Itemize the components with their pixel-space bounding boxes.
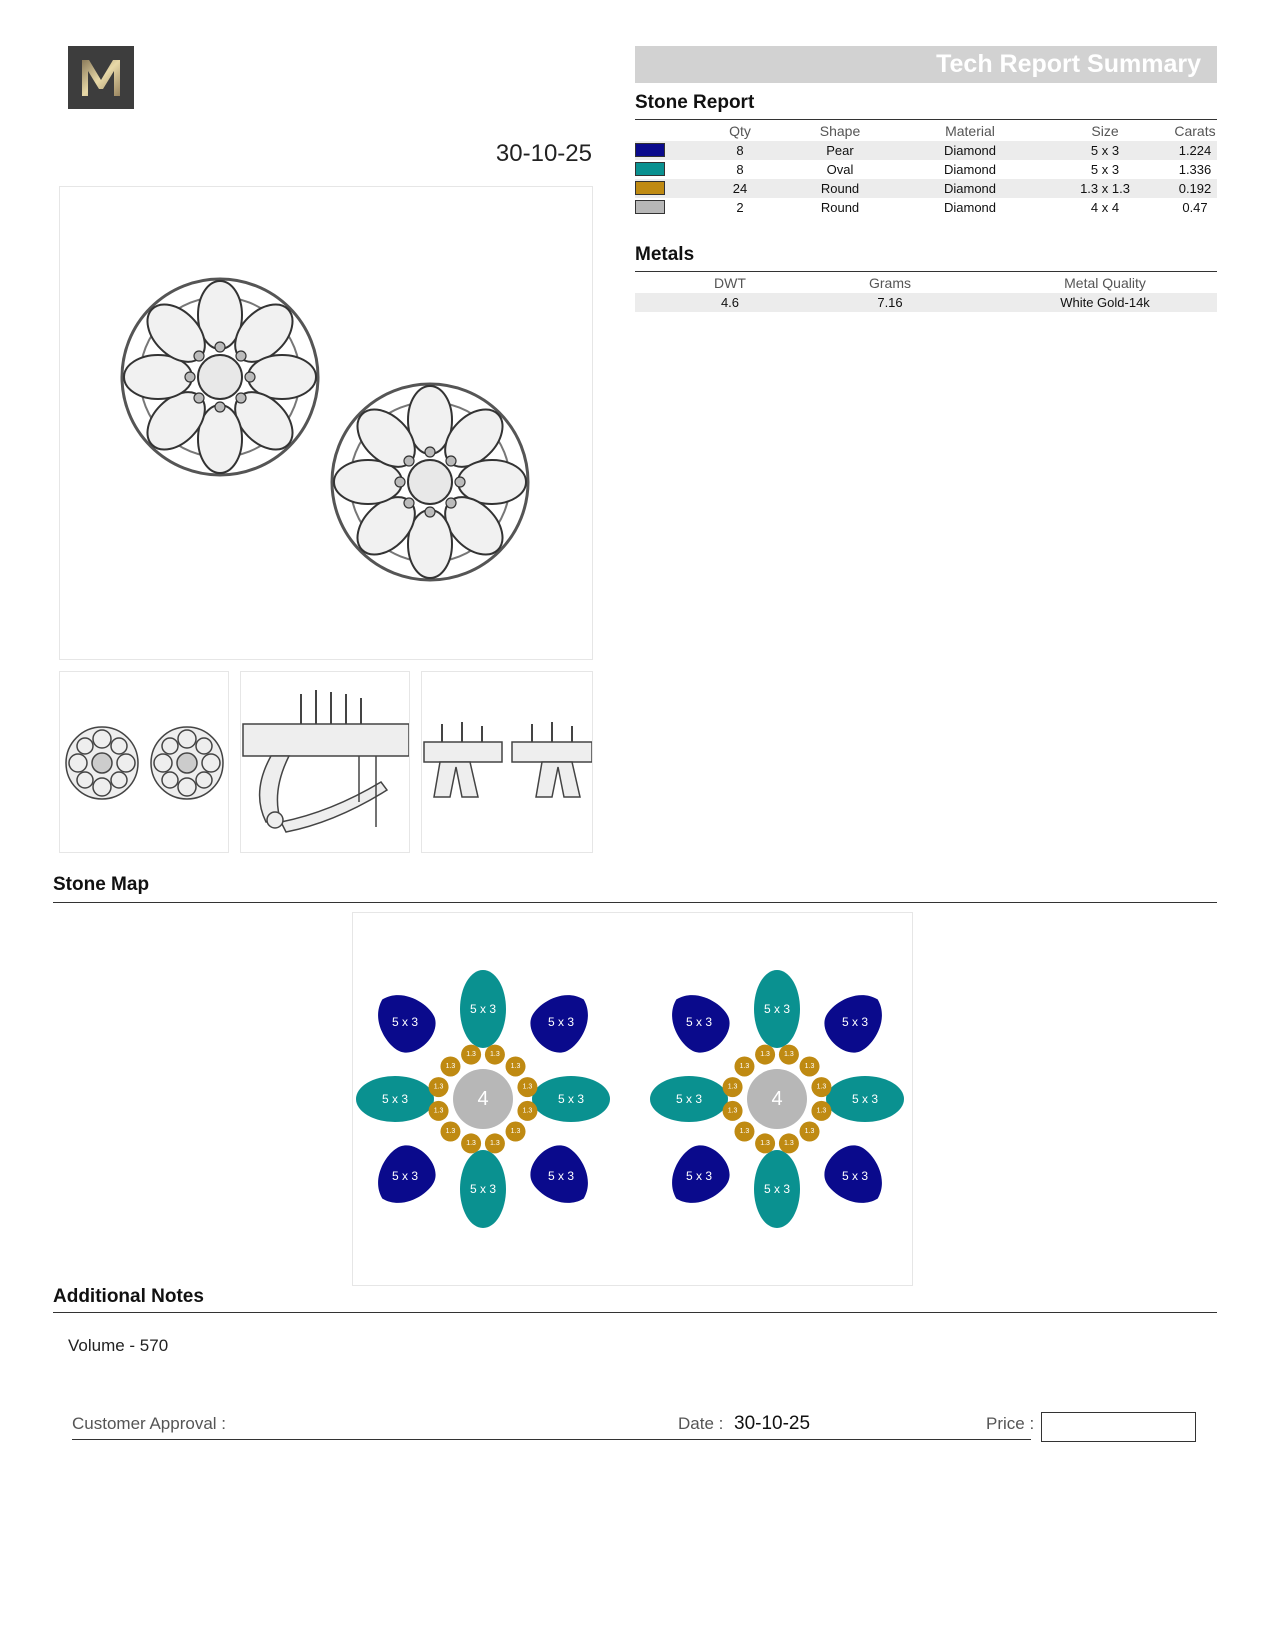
stone-material: Diamond bbox=[943, 200, 997, 215]
small-round-stone-size-label: 1.3 bbox=[433, 1083, 444, 1091]
small-round-stone-size-label: 1.3 bbox=[433, 1107, 444, 1115]
stone-color-swatch bbox=[635, 181, 665, 195]
metal-grams: 7.16 bbox=[877, 295, 903, 310]
report-title-bar bbox=[635, 46, 1217, 83]
pear-stone-size-label: 5 x 3 bbox=[841, 1015, 869, 1029]
stone-table-header bbox=[635, 122, 1217, 141]
metals-rule bbox=[635, 271, 1217, 272]
stone-size: 5 x 3 bbox=[1090, 162, 1120, 177]
stone-map-rule bbox=[53, 902, 1217, 903]
stone-report-title: Stone Report bbox=[635, 92, 755, 113]
earring-perspective-render bbox=[59, 186, 593, 660]
oval-stone-size-label: 5 x 3 bbox=[763, 1002, 791, 1016]
oval-stone-size-label: 5 x 3 bbox=[381, 1092, 409, 1106]
pear-stone-size-label: 5 x 3 bbox=[841, 1169, 869, 1183]
stone-row bbox=[635, 141, 1217, 160]
stone-qty: 24 bbox=[732, 181, 748, 196]
small-round-stone-size-label: 1.3 bbox=[727, 1083, 738, 1091]
thumbnail-front-view[interactable] bbox=[59, 671, 229, 853]
approval-date-label: Date : bbox=[678, 1414, 724, 1433]
stone-material: Diamond bbox=[943, 162, 997, 177]
stone-carats: 1.336 bbox=[1178, 162, 1212, 177]
small-round-stone-size-label: 1.3 bbox=[784, 1051, 794, 1059]
back-view-illustration bbox=[422, 672, 593, 853]
metal-row bbox=[635, 293, 1217, 312]
stone-qty: 8 bbox=[736, 162, 744, 177]
col-size-header: Size bbox=[1091, 123, 1119, 139]
pear-stone-size-label: 5 x 3 bbox=[685, 1015, 713, 1029]
col-grams-header: Grams bbox=[869, 275, 911, 291]
pear-stone-size-label: 5 x 3 bbox=[391, 1015, 419, 1029]
customer-approval-label: Customer Approval : bbox=[72, 1414, 227, 1433]
col-shape-header: Shape bbox=[819, 123, 861, 139]
earring-render-illustration bbox=[60, 187, 593, 660]
report-title: Tech Report Summary bbox=[936, 50, 1201, 78]
small-round-stone-size-label: 1.3 bbox=[804, 1128, 815, 1136]
small-round-stone-size-label: 1.3 bbox=[510, 1128, 521, 1136]
pear-stone-size-label: 5 x 3 bbox=[685, 1169, 713, 1183]
oval-stone-size-label: 5 x 3 bbox=[557, 1092, 585, 1106]
stone-map-earring bbox=[356, 970, 610, 1228]
pear-stone-size-label: 5 x 3 bbox=[547, 1169, 575, 1183]
report-date: 30-10-25 bbox=[495, 140, 592, 167]
stone-color-swatch bbox=[635, 200, 665, 214]
side-view-illustration bbox=[241, 672, 410, 853]
small-round-stone-size-label: 1.3 bbox=[490, 1139, 500, 1147]
small-round-stone-size-label: 1.3 bbox=[466, 1051, 476, 1059]
stone-shape: Round bbox=[820, 181, 860, 196]
oval-stone-size-label: 5 x 3 bbox=[851, 1092, 879, 1106]
metals-table-header bbox=[635, 274, 1217, 293]
col-material-header: Material bbox=[945, 123, 995, 139]
approval-date-value: 30-10-25 bbox=[734, 1413, 811, 1434]
center-stone-size-label: 4 bbox=[477, 1088, 489, 1110]
stone-map-title: Stone Map bbox=[53, 874, 150, 895]
stone-carats: 0.192 bbox=[1178, 181, 1212, 196]
stone-row bbox=[635, 198, 1217, 217]
logo-mark bbox=[68, 46, 134, 109]
oval-stone-size-label: 5 x 3 bbox=[763, 1182, 791, 1196]
stone-material: Diamond bbox=[943, 181, 997, 196]
small-round-stone-size-label: 1.3 bbox=[816, 1107, 827, 1115]
metals-title: Metals bbox=[635, 244, 695, 265]
stone-shape: Round bbox=[820, 200, 860, 215]
center-stone-size-label: 4 bbox=[771, 1088, 783, 1110]
stone-shape: Pear bbox=[826, 143, 854, 158]
front-view-illustration bbox=[60, 672, 229, 853]
small-round-stone-size-label: 1.3 bbox=[760, 1139, 770, 1147]
small-round-stone-size-label: 1.3 bbox=[727, 1107, 738, 1115]
thumbnail-side-view[interactable] bbox=[240, 671, 410, 853]
small-round-stone-size-label: 1.3 bbox=[522, 1083, 533, 1091]
stone-material: Diamond bbox=[943, 143, 997, 158]
stone-carats: 1.224 bbox=[1178, 143, 1212, 158]
volume-note: Volume - 570 bbox=[68, 1336, 169, 1355]
stone-color-swatch bbox=[635, 162, 665, 176]
price-label: Price : bbox=[986, 1414, 1035, 1433]
pear-stone-size-label: 5 x 3 bbox=[547, 1015, 575, 1029]
thumbnail-back-view[interactable] bbox=[421, 671, 593, 853]
col-dwt-header: DWT bbox=[714, 275, 746, 291]
stone-shape: Oval bbox=[826, 162, 854, 177]
oval-stone-size-label: 5 x 3 bbox=[469, 1002, 497, 1016]
small-round-stone-size-label: 1.3 bbox=[510, 1062, 521, 1070]
stone-size: 4 x 4 bbox=[1090, 200, 1120, 215]
pear-stone-size-label: 5 x 3 bbox=[391, 1169, 419, 1183]
stone-size: 1.3 x 1.3 bbox=[1080, 181, 1130, 196]
small-round-stone-size-label: 1.3 bbox=[445, 1128, 456, 1136]
small-round-stone-size-label: 1.3 bbox=[739, 1128, 750, 1136]
small-round-stone-size-label: 1.3 bbox=[816, 1083, 827, 1091]
oval-stone-size-label: 5 x 3 bbox=[469, 1182, 497, 1196]
metal-dwt: 4.6 bbox=[720, 295, 740, 310]
additional-notes-title: Additional Notes bbox=[53, 1286, 204, 1307]
small-round-stone-size-label: 1.3 bbox=[760, 1051, 770, 1059]
oval-stone-size-label: 5 x 3 bbox=[675, 1092, 703, 1106]
col-metal-quality-header: Metal Quality bbox=[1064, 275, 1146, 291]
stone-carats: 0.47 bbox=[1182, 200, 1208, 215]
stone-report-table bbox=[635, 122, 1217, 217]
brand-logo bbox=[68, 46, 134, 109]
stone-size: 5 x 3 bbox=[1090, 143, 1120, 158]
small-round-stone-size-label: 1.3 bbox=[490, 1051, 500, 1059]
stone-map-diagram bbox=[353, 913, 913, 1286]
small-round-stone-size-label: 1.3 bbox=[739, 1062, 750, 1070]
small-round-stone-size-label: 1.3 bbox=[784, 1139, 794, 1147]
additional-notes-rule bbox=[53, 1312, 1217, 1313]
small-round-stone-size-label: 1.3 bbox=[804, 1062, 815, 1070]
small-round-stone-size-label: 1.3 bbox=[466, 1139, 476, 1147]
stone-qty: 2 bbox=[736, 200, 744, 215]
stone-map-panel bbox=[352, 912, 913, 1286]
small-round-stone-size-label: 1.3 bbox=[445, 1062, 456, 1070]
col-carats-header: Carats bbox=[1174, 123, 1216, 139]
stone-report-rule bbox=[635, 119, 1217, 120]
price-input[interactable] bbox=[1041, 1412, 1196, 1442]
metal-quality: White Gold-14k bbox=[1060, 295, 1150, 310]
stone-row bbox=[635, 160, 1217, 179]
stone-row bbox=[635, 179, 1217, 198]
stone-qty: 8 bbox=[736, 143, 744, 158]
stone-map-earring bbox=[650, 970, 904, 1228]
small-round-stone-size-label: 1.3 bbox=[522, 1107, 533, 1115]
stone-color-swatch bbox=[635, 143, 665, 157]
approval-signature-line bbox=[72, 1439, 1031, 1440]
col-qty-header: Qty bbox=[729, 123, 751, 139]
metals-table bbox=[635, 274, 1217, 312]
